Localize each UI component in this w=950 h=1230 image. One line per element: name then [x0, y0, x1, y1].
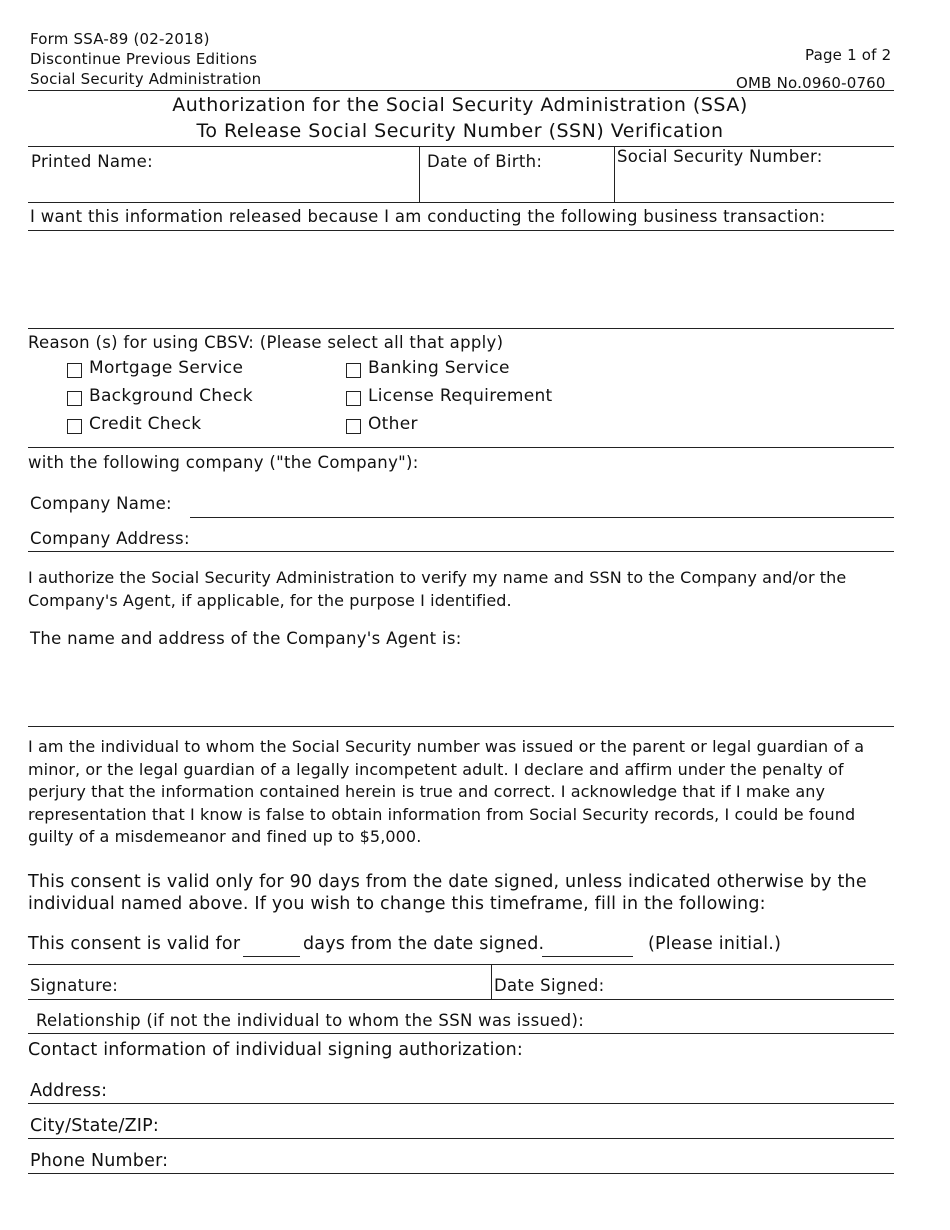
transaction-bottom-border: [28, 328, 894, 329]
company-address-label: Company Address:: [30, 529, 190, 548]
transaction-prompt: I want this information released because I am conducting the following business transaction:: [30, 207, 826, 226]
relationship-bottom-border: [28, 1033, 894, 1034]
consent-initial-field[interactable]: [543, 934, 633, 955]
reasons-prompt: Reason (s) for using CBSV: (Please select all that apply): [28, 333, 504, 352]
printed-name-field[interactable]: [30, 176, 414, 200]
contact-address-label: Address:: [30, 1081, 108, 1101]
consent-validity-text: This consent is valid only for 90 days from the date signed, unless indicated otherwise by the individual named above. If you wish to change this timeframe, fill in the following:: [28, 872, 867, 914]
contact-address-line: [28, 1103, 894, 1104]
banking-service-checkbox[interactable]: [346, 363, 361, 378]
form-number: Form SSA-89 (02-2018): [30, 30, 210, 48]
identity-divider-2: [614, 146, 615, 202]
authorization-text: I authorize the Social Security Administration to verify my name and SSN to the Company and/or the Company's Agent, if applicable, for the purpose I identified.: [28, 568, 847, 610]
form-title-line1: Authorization for the Social Security Administration (SSA): [172, 94, 748, 116]
license-requirement-label: License Requirement: [368, 386, 553, 406]
transaction-field[interactable]: [28, 234, 894, 324]
omb-number: OMB No.0960-0760: [736, 74, 886, 92]
consent-days-suffix: days from the date signed.: [303, 934, 545, 954]
consent-valid-for-label: This consent is valid for: [28, 934, 241, 954]
contact-phone-line: [28, 1173, 894, 1174]
signature-label: Signature:: [30, 976, 119, 995]
declaration-text: I am the individual to whom the Social Security number was issued or the parent or legal guardian of a minor, or the legal guardian of a legally incompetent adult. I declare and affirm under the penalty of perjury that the information contained herein is true and correct. I acknowledge that if I make any representation that I know is false to obtain information from Social Security records, I could be found guilty of a misdemeanor and fined up to $5,000.: [28, 737, 865, 846]
consent-days-line: [243, 956, 300, 957]
transaction-prompt-line: [28, 230, 894, 231]
background-check-checkbox[interactable]: [67, 391, 82, 406]
credit-check-label: Credit Check: [89, 414, 202, 434]
agent-field[interactable]: [28, 655, 894, 723]
company-intro: with the following company ("the Company"):: [28, 453, 419, 472]
date-signed-label: Date Signed:: [494, 976, 605, 995]
form-title-line2: To Release Social Security Number (SSN) Verification: [196, 120, 724, 142]
signature-bottom-border: [28, 999, 894, 1000]
background-check-label: Background Check: [89, 386, 253, 406]
signature-top-border: [28, 964, 894, 965]
consent-initial-line: [542, 956, 633, 957]
printed-name-label: Printed Name:: [31, 152, 153, 171]
consent-days-field[interactable]: [244, 934, 300, 955]
company-address-line: [28, 551, 894, 552]
license-requirement-checkbox[interactable]: [346, 391, 361, 406]
company-name-line: [190, 517, 894, 518]
contact-phone-field[interactable]: [172, 1148, 892, 1172]
agent-label: The name and address of the Company's Agent is:: [30, 629, 462, 648]
editions-note: Discontinue Previous Editions: [30, 50, 258, 68]
relationship-label: Relationship (if not the individual to whom the SSN was issued):: [36, 1011, 585, 1030]
header-divider: [28, 90, 894, 91]
contact-city-line: [28, 1138, 894, 1139]
contact-city-field[interactable]: [160, 1113, 892, 1137]
other-checkbox[interactable]: [346, 419, 361, 434]
signature-field[interactable]: [120, 967, 486, 997]
agent-bottom-border: [28, 726, 894, 727]
contact-city-label: City/State/ZIP:: [30, 1116, 160, 1136]
identity-bottom-border: [28, 202, 894, 203]
contact-address-field[interactable]: [115, 1078, 892, 1102]
date-signed-field[interactable]: [606, 967, 892, 997]
page-indicator: Page 1 of 2: [805, 46, 892, 64]
contact-phone-label: Phone Number:: [30, 1151, 169, 1171]
other-label: Other: [368, 414, 418, 434]
ssn-label: Social Security Number:: [617, 147, 823, 166]
ssn-field[interactable]: [618, 172, 890, 200]
signature-divider: [491, 964, 492, 999]
agency-name: Social Security Administration: [30, 70, 262, 88]
company-name-field[interactable]: [192, 492, 892, 516]
identity-divider-1: [419, 146, 420, 202]
initial-note: (Please initial.): [648, 934, 782, 954]
mortgage-service-label: Mortgage Service: [89, 358, 244, 378]
banking-service-label: Banking Service: [368, 358, 510, 378]
credit-check-checkbox[interactable]: [67, 419, 82, 434]
dob-field[interactable]: [424, 176, 610, 200]
contact-heading: Contact information of individual signing authorization:: [28, 1040, 523, 1060]
company-name-label: Company Name:: [30, 494, 172, 513]
relationship-field[interactable]: [566, 1003, 892, 1031]
dob-label: Date of Birth:: [427, 152, 543, 171]
mortgage-service-checkbox[interactable]: [67, 363, 82, 378]
reasons-bottom-border: [28, 447, 894, 448]
company-address-field[interactable]: [192, 527, 892, 550]
